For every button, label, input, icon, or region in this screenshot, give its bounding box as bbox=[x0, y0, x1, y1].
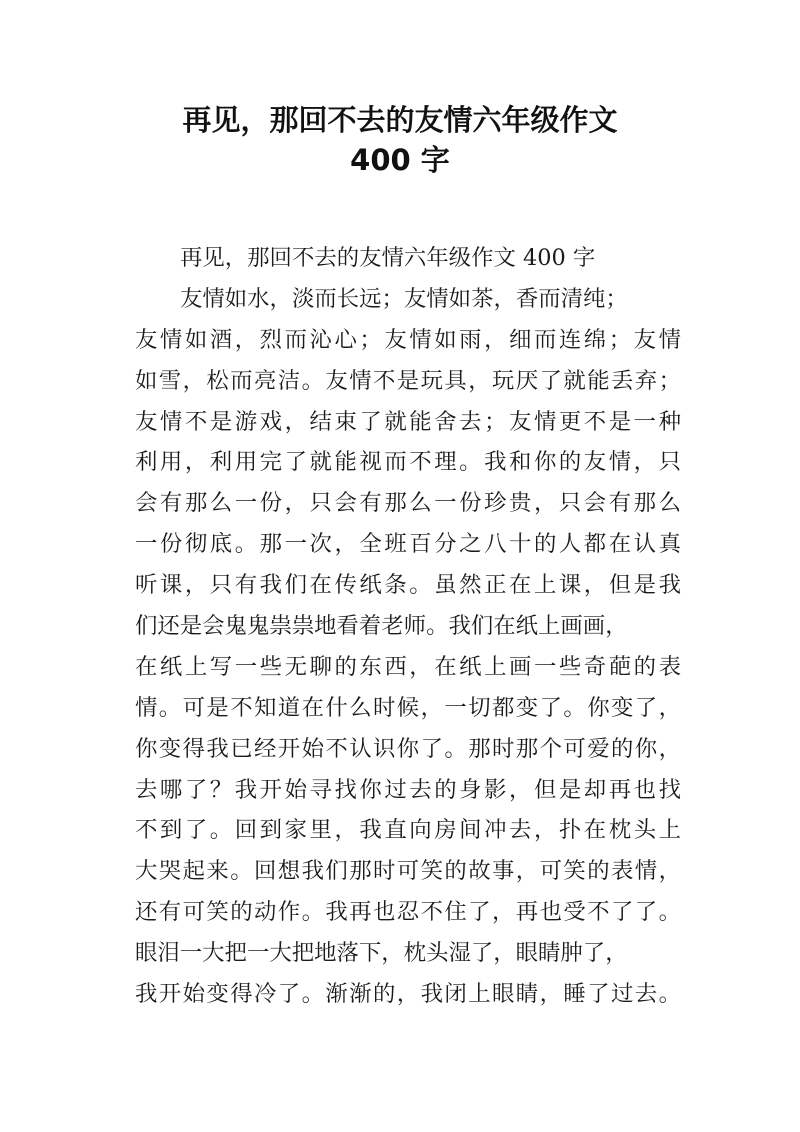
paragraph-line: 听课，只有我们在传纸条。虽然正在上课，但是我 bbox=[135, 572, 681, 599]
paragraph-line: 友情如酒，烈而沁心；友情如雨，细而连绵；友情 bbox=[135, 326, 681, 353]
title-line-2: 400 字 bbox=[350, 143, 450, 177]
document-title bbox=[0, 100, 800, 180]
paragraph-line: 友情不是游戏，结束了就能舍去；友情更不是一种 bbox=[135, 408, 681, 435]
paragraph-line: 们还是会鬼鬼祟祟地看着老师。我们在纸上画画， bbox=[135, 613, 628, 640]
paragraph-line: 在纸上写一些无聊的东西，在纸上画一些奇葩的表 bbox=[135, 653, 681, 680]
paragraph-line: 会有那么一份，只会有那么一份珍贵，只会有那么 bbox=[135, 490, 681, 517]
paragraph-line: 一份彻底。那一次，全班百分之八十的人都在认真 bbox=[135, 531, 681, 558]
paragraph-line: 利用，利用完了就能视而不理。我和你的友情，只 bbox=[135, 449, 681, 476]
paragraph-line: 不到了。回到家里，我直向房间冲去，扑在枕头上 bbox=[135, 817, 681, 844]
paragraph-line: 还有可笑的动作。我再也忍不住了，再也受不了了。 bbox=[135, 899, 681, 926]
paragraph-line: 眼泪一大把一大把地落下，枕头湿了，眼睛肿了， bbox=[135, 940, 628, 967]
title-line-1: 再见，那回不去的友情六年级作文 bbox=[182, 103, 618, 137]
paragraph-line: 去哪了？我开始寻找你过去的身影，但是却再也找 bbox=[135, 776, 681, 803]
body-subtitle: 再见，那回不去的友情六年级作文 400 字 bbox=[180, 245, 596, 271]
paragraph-line: 大哭起来。回想我们那时可笑的故事，可笑的表情， bbox=[135, 858, 681, 885]
paragraph-line: 友情如水，淡而长远；友情如茶，香而清纯； bbox=[180, 285, 628, 312]
paragraph-line: 我开始变得冷了。渐渐的，我闭上眼睛，睡了过去。 bbox=[135, 981, 681, 1008]
paragraph-line: 你变得我已经开始不认识你了。那时那个可爱的你， bbox=[135, 735, 681, 762]
paragraph-line: 如雪，松而亮洁。友情不是玩具，玩厌了就能丢弃； bbox=[135, 367, 681, 394]
paragraph-line: 情。可是不知道在什么时候，一切都变了。你变了， bbox=[135, 694, 681, 721]
document-body bbox=[135, 238, 681, 1015]
